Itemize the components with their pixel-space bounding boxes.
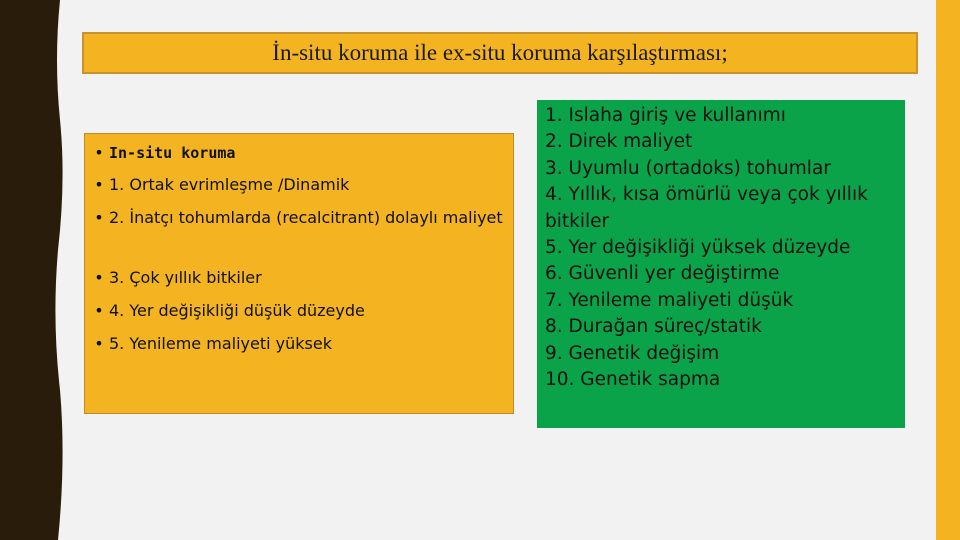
ex-situ-line: 1. Islaha giriş ve kullanımı [545,105,786,126]
in-situ-heading: In-situ koruma [109,144,236,162]
list-item [89,141,505,165]
slide-title-box [82,32,918,74]
bullet-icon: • [94,175,104,194]
ex-situ-line: 7. Yenileme maliyeti düşük [545,289,794,311]
slide-title: İn-situ koruma ile ex-situ koruma karşılaştırması; [272,40,728,65]
ex-situ-panel [537,100,905,428]
list-item: • 4. Yer değişikliği düşük düzeyde [89,299,505,323]
ex-situ-line: 6. Güvenli yer değiştirme [545,263,780,285]
list-item: • 3. Çok yıllık bitkiler [89,266,505,290]
bullet-icon: • [94,143,104,162]
list-item: • 2. İnatçı tohumlarda (recalcitrant) dolaylı maliyet [89,206,505,230]
list-item: • 5. Yenileme maliyeti yüksek [89,332,505,356]
bullet-icon: • [94,301,104,320]
ex-situ-line: 8. Durağan süreç/statik [545,316,762,338]
ex-situ-line: 3. Uyumlu (ortadoks) tohumlar [545,157,831,179]
ex-situ-line: 4. Yıllık, kısa ömürlü veya çok yıllık [545,184,868,206]
bullet-icon: • [94,268,104,287]
ex-situ-line: 10. Genetik sapma [545,369,721,391]
ex-situ-line: 9. Genetik değişim [545,342,720,364]
wavy-edge-decoration [0,0,68,540]
ex-situ-line: 2. Direk maliyet [545,131,693,153]
right-decorative-strip [936,0,960,540]
bullet-icon: • [94,208,104,227]
in-situ-panel [84,133,514,414]
ex-situ-line: bitkiler [545,210,610,232]
bullet-icon: • [94,334,104,353]
ex-situ-line: 5. Yer değişikliği yüksek düzeyde [545,237,851,259]
list-item: • 1. Ortak evrimleşme /Dinamik [89,173,505,197]
left-decorative-strip [0,0,68,540]
